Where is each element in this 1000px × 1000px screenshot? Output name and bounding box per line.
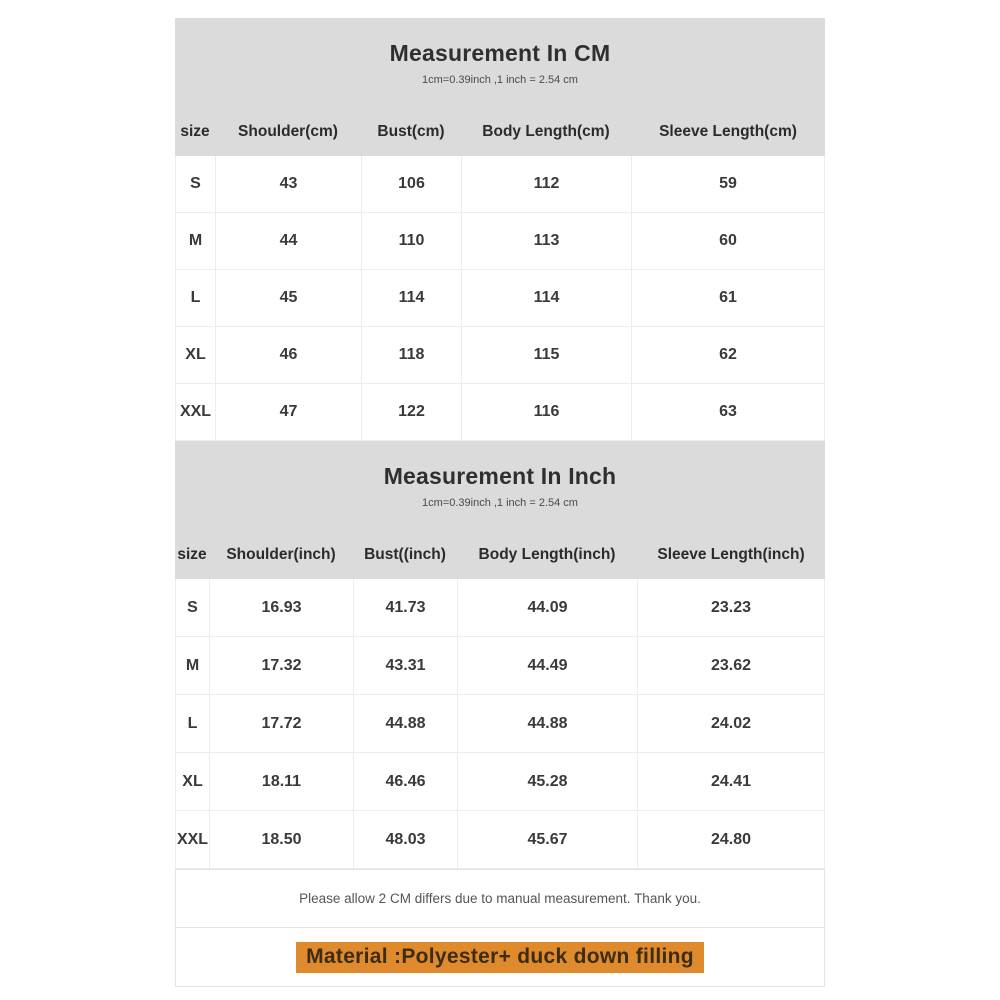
column-header-row	[175, 531, 825, 579]
table-row	[176, 811, 824, 869]
table-header-block	[175, 441, 825, 579]
measurement-value: 45.67	[458, 811, 638, 868]
table-row	[176, 695, 824, 753]
column-header: Shoulder(cm)	[238, 123, 338, 140]
material-banner	[175, 928, 825, 987]
table-row	[176, 384, 824, 441]
size-chart	[175, 18, 825, 987]
measurement-value: 114	[362, 270, 462, 326]
measurement-value: 62	[719, 346, 737, 363]
measurement-value: 43.31	[354, 637, 458, 694]
measurement-value: 112	[462, 156, 632, 212]
measurement-value: 44.88	[354, 695, 458, 752]
column-header-row	[175, 108, 825, 156]
size-label: L	[176, 270, 216, 326]
measurement-value: 63	[719, 403, 737, 420]
table-header-block	[175, 18, 825, 156]
measurement-value: 44.88	[458, 695, 638, 752]
measurement-value: 114	[462, 270, 632, 326]
measurement-value: 43	[216, 156, 362, 212]
measurement-value: 110	[362, 213, 462, 269]
size-label: S	[176, 156, 216, 212]
table-row	[176, 327, 824, 384]
column-header: size	[177, 546, 207, 563]
size-label: XL	[176, 327, 216, 383]
table-row	[176, 637, 824, 695]
measurement-value: 45.28	[458, 753, 638, 810]
table-row	[176, 213, 824, 270]
column-header: Body Length(cm)	[482, 123, 610, 140]
measurement-value: 17.32	[210, 637, 354, 694]
measurement-value: 122	[362, 384, 462, 440]
table-title: Measurement In Inch	[383, 463, 617, 489]
measurement-value: 44.09	[458, 579, 638, 636]
measurement-value: 60	[719, 232, 737, 249]
measurement-value: 24.80	[710, 830, 752, 848]
measurement-value: 61	[719, 289, 737, 306]
measurement-value: 118	[362, 327, 462, 383]
section-measurement-inch	[175, 441, 825, 869]
size-label: XXL	[176, 384, 216, 440]
measurement-value: 113	[462, 213, 632, 269]
tolerance-note-box	[175, 869, 825, 928]
measurement-value: 48.03	[354, 811, 458, 868]
table-row	[176, 579, 824, 637]
size-label: S	[176, 579, 210, 636]
column-header: Shoulder(inch)	[226, 546, 336, 563]
column-header: Body Length(inch)	[478, 546, 616, 563]
measurement-value: 46	[216, 327, 362, 383]
tolerance-note: Please allow 2 CM differs due to manual measurement. Thank you.	[299, 891, 701, 906]
material-text: Material :Polyester+ duck down filling	[296, 942, 704, 973]
table-body	[175, 579, 825, 869]
measurement-value: 115	[462, 327, 632, 383]
size-label: XL	[176, 753, 210, 810]
measurement-value: 47	[216, 384, 362, 440]
column-header: size	[180, 123, 210, 140]
measurement-value: 17.72	[210, 695, 354, 752]
measurement-value: 24.41	[710, 772, 752, 790]
measurement-value: 106	[362, 156, 462, 212]
size-label: L	[176, 695, 210, 752]
size-label: XXL	[176, 811, 210, 868]
measurement-value: 116	[462, 384, 632, 440]
size-label: M	[176, 213, 216, 269]
measurement-value: 46.46	[354, 753, 458, 810]
measurement-value: 24.02	[710, 714, 752, 732]
measurement-value: 41.73	[354, 579, 458, 636]
measurement-value: 59	[719, 175, 737, 192]
table-title: Measurement In CM	[389, 40, 611, 66]
section-measurement-cm	[175, 18, 825, 441]
column-header: Bust((inch)	[364, 546, 446, 563]
table-body	[175, 156, 825, 441]
column-header: Bust(cm)	[377, 123, 445, 140]
measurement-value: 44	[216, 213, 362, 269]
table-row	[176, 753, 824, 811]
size-label: M	[176, 637, 210, 694]
table-row	[176, 270, 824, 327]
measurement-value: 45	[216, 270, 362, 326]
unit-conversion-note: 1cm=0.39inch ,1 inch = 2.54 cm	[422, 74, 578, 86]
measurement-value: 18.11	[210, 753, 354, 810]
table-row	[176, 156, 824, 213]
measurement-value: 16.93	[210, 579, 354, 636]
measurement-value: 23.23	[710, 598, 752, 616]
measurement-value: 23.62	[710, 656, 752, 674]
measurement-value: 44.49	[458, 637, 638, 694]
measurement-value: 18.50	[210, 811, 354, 868]
column-header: Sleeve Length(inch)	[657, 546, 805, 563]
column-header: Sleeve Length(cm)	[659, 123, 797, 140]
unit-conversion-note: 1cm=0.39inch ,1 inch = 2.54 cm	[422, 497, 578, 509]
